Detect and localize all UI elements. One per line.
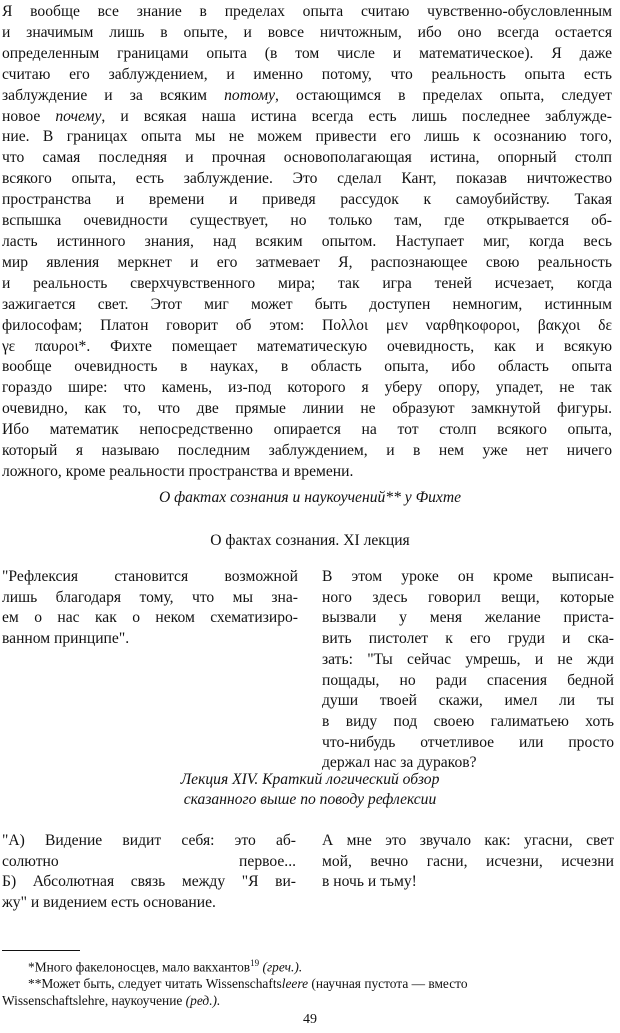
commentary-line: вить пистолет к его груди и ска-: [322, 630, 614, 648]
paragraph-line: заблуждение и за всяким потому, остающимся в пределах опыта, следует: [2, 86, 612, 104]
commentary-line: В этом уроке он кроме выписан-: [322, 568, 614, 585]
paragraph-line: всякого опыта, есть заблуждение. Это сделал Кант, показав ничтожество: [2, 170, 612, 188]
footnote-divider: [2, 950, 80, 951]
paragraph-line: ласть истинного знания, над всяким опытом. Наступает миг, когда весь: [2, 232, 612, 250]
paragraph-line: и реальность сверхчувственного мира; так игра теней исчезает, когда: [2, 274, 612, 292]
footnote-1: [2, 955, 614, 975]
lecture-xi-commentary: [322, 567, 614, 774]
paragraph-line: определенным границами опыта (в том числе и математическое). Я даже: [2, 44, 612, 62]
lecture-xiv-commentary: [322, 831, 614, 893]
quote-line: солютно первое...: [2, 852, 296, 870]
paragraph-line: пространства и времени и приведя рассудок к самоубийству. Такая: [2, 191, 612, 209]
footnote-2-prefix: **Может быть, следует читать Wissenschafts: [28, 976, 282, 992]
commentary-line: что-нибудь отчетливое или просто: [322, 733, 614, 751]
main-paragraph: [2, 2, 612, 483]
commentary-line: пощады, но ради спасения бедной: [322, 671, 614, 689]
paragraph-line: гораздо шире: что камень, из-под которого я уберу опору, упадет, не так: [2, 379, 612, 397]
quote-line: жу" и видением есть основание.: [2, 894, 216, 912]
lecture-xiv-quote: [2, 831, 296, 914]
commentary-line: души твоей скажи, имел ли ты: [322, 692, 614, 710]
commentary-line: зать: "Ты сейчас умрешь, и не жди: [322, 650, 614, 668]
footnotes: [2, 955, 614, 1009]
quote-line: ванном принципе".: [2, 630, 130, 648]
lecture-xiv-heading: [0, 770, 620, 810]
footnote-2-rest: (научная пустота — вместо: [308, 976, 468, 992]
lecture-xi-quote: [2, 567, 298, 650]
commentary-line: А мне это звучало как: угасни, свет: [322, 832, 614, 849]
paragraph-line: что самая последняя и прочная основополагающая истина, опорный столп: [2, 149, 612, 167]
footnote-1-note: (греч.).: [262, 959, 303, 975]
commentary-line: держал нас за дураков?: [322, 754, 477, 772]
paragraph-line: мир явления меркнет и его затмевает Я, распознающее свою реальность: [2, 253, 612, 271]
paragraph-line: и значимым лишь в опыте, и вовсе ничтожным, ибо оно всегда остается: [2, 23, 612, 41]
quote-line: "А) Видение видит себя: это аб-: [2, 832, 296, 849]
quote-line: лишь благодаря тому, что мы зна-: [2, 588, 298, 606]
commentary-line: ного здесь говорил вещи, которые: [322, 588, 614, 606]
commentary-line: в виду под своею галиматьею хоть: [322, 712, 614, 730]
paragraph-line: новое почему, и всякая наша истина всегда есть лишь последнее заблужде-: [2, 107, 612, 125]
lecture-xiv-heading-line1: Лекция XIV. Краткий логический обзор: [180, 771, 440, 788]
commentary-line: вызвали у меня желание приста-: [322, 609, 614, 627]
page-number: 49: [303, 1012, 317, 1027]
commentary-line: мой, вечно гасни, исчезни, исчезни: [322, 852, 614, 870]
emphasis-word: почему: [55, 107, 102, 125]
paragraph-line: ложного, кроме реальности пространства и времени.: [2, 462, 354, 480]
commentary-line: в ночь и тьму!: [322, 873, 417, 891]
footnote-2-italic: leere: [281, 976, 309, 992]
footnote-1-ref: 19: [250, 958, 260, 968]
paragraph-line: философам; Платон говорит об этом: Πολλοι μεν ναρθηκοφοροι, βακχοι δε: [2, 316, 612, 334]
paragraph-line: который я называю последним заблуждением, и в нем уже нет ничего: [2, 442, 612, 460]
quote-line: "Рефлексия становится возможной: [2, 568, 298, 585]
quote-line: ем о нас как о неком схематизиро-: [2, 609, 298, 627]
section-heading: О фактах сознания и наукоучений** у Фихте: [158, 489, 462, 506]
footnote-2-note: (ред.).: [185, 993, 221, 1009]
paragraph-line: считаю его заблуждением, и именно потому, что реальность опыта есть: [2, 65, 612, 83]
footnote-2-line2-text: Wissenschaftslehre, наукоучение: [2, 993, 183, 1009]
paragraph-line: вспышка очевидности существует, но только там, где открывается об-: [2, 212, 612, 230]
footnote-1-text: *Много факелоносцев, мало вакхантов: [28, 959, 251, 975]
footnote-2-line1: [2, 975, 614, 992]
quote-line: Б) Абсолютная связь между "Я ви-: [2, 873, 296, 891]
paragraph-line: зажигается свет. Этот миг может быть доступен немногим, истинным: [2, 295, 612, 313]
footnote-2-line2: [2, 992, 614, 1009]
paragraph-line: γε παυροι*. Фихте помещает математическую очевидность, как и всякую: [2, 337, 612, 355]
paragraph-line: Я вообще все знание в пределах опыта считаю чувственно-обусловленным: [2, 3, 612, 20]
paragraph-line: вообще очевидность в науках, в область опыта, ибо область опыта: [2, 358, 612, 376]
emphasis-word: потому: [224, 86, 276, 104]
lecture-xiv-heading-line2: сказанного выше по поводу рефлексии: [183, 791, 437, 808]
paragraph-line: ние. В границах опыта мы не можем привести его лишь к осознанию того,: [2, 128, 612, 146]
paragraph-line: Ибо математик непосредственно опирается на тот столп всякого опыта,: [2, 421, 612, 439]
paragraph-line: очевидно, как то, что две прямые линии не образуют замкнутой фигуры.: [2, 400, 612, 418]
lecture-xi-heading: О фактах сознания. XI лекция: [210, 532, 410, 549]
